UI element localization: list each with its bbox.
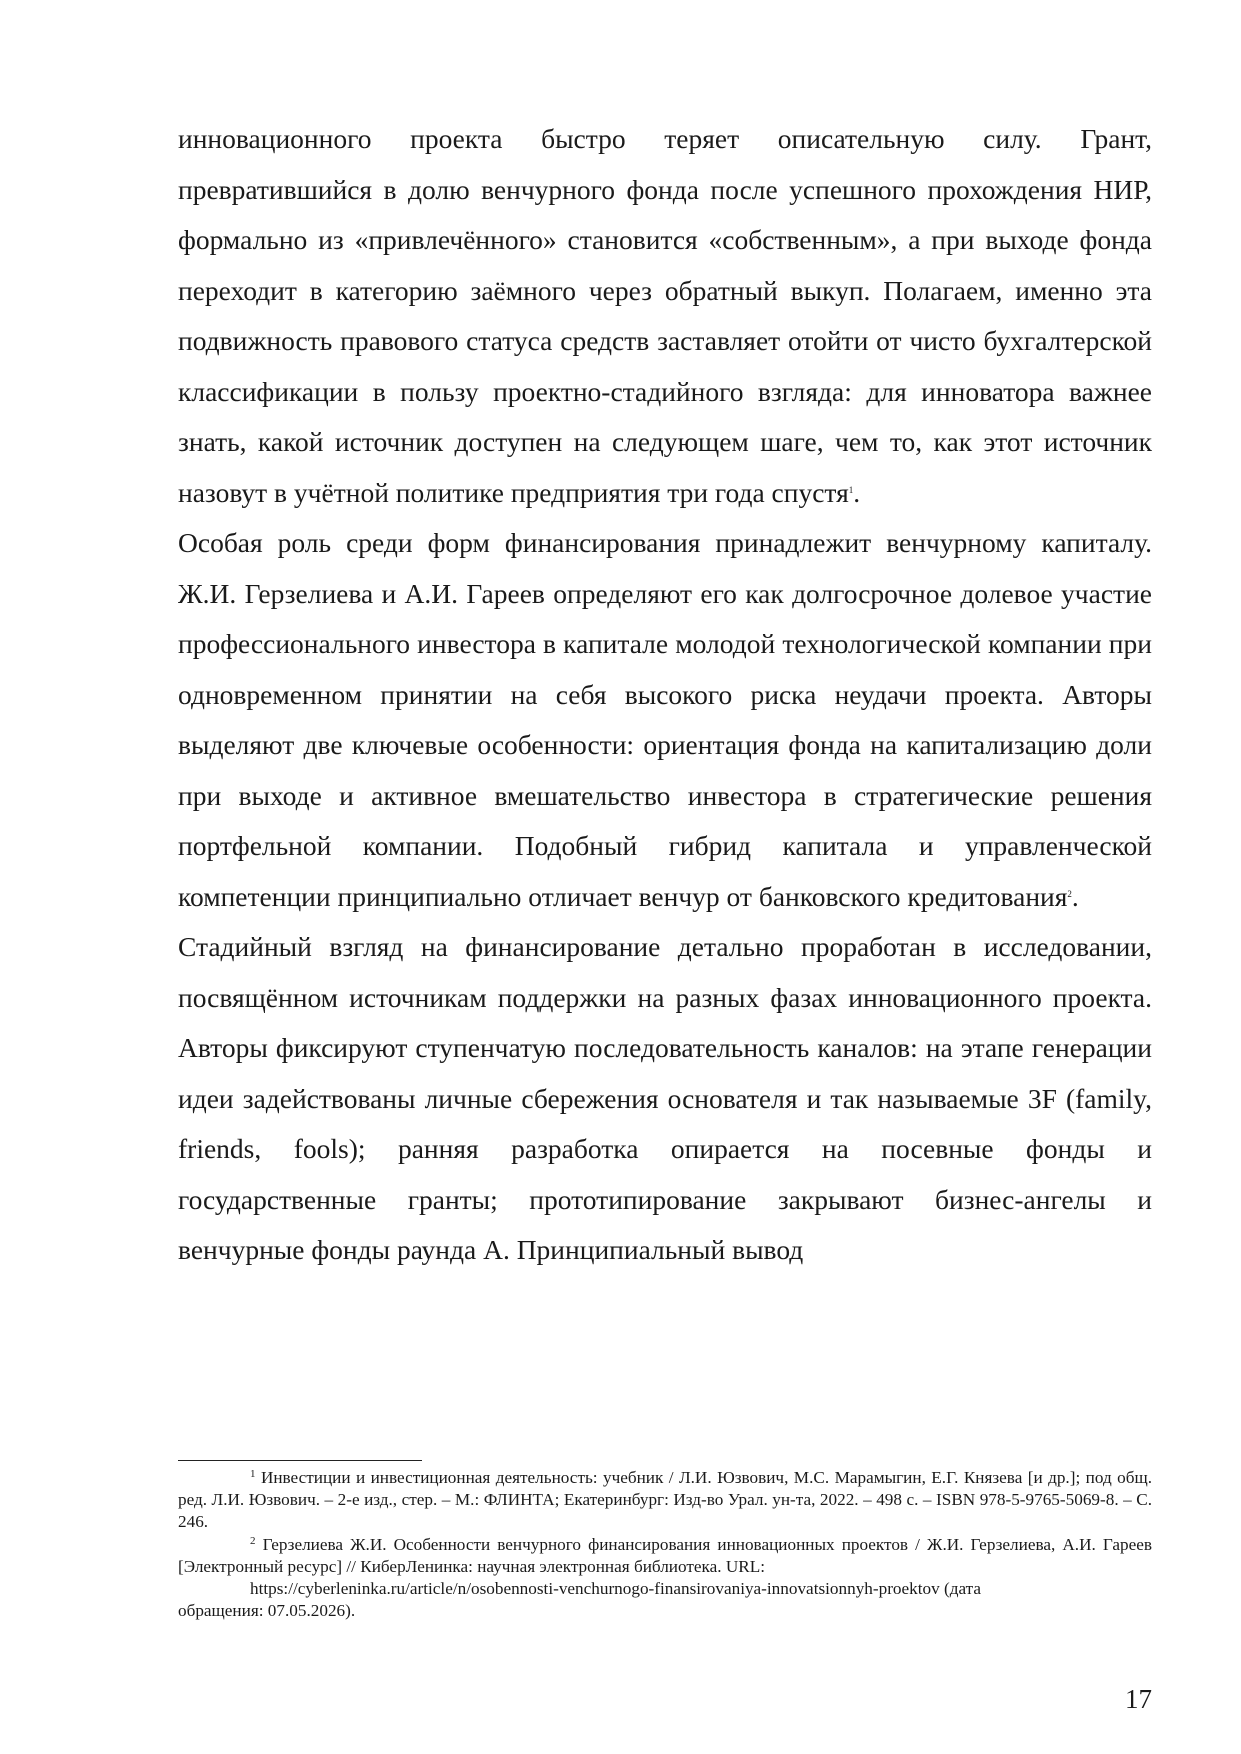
paragraph-1-end: . [853, 476, 861, 508]
footnote-1-text: Инвестиции и инвестиционная деятельность: учебник / Л.И. Юзвович, М.С. Марамыгин, Е.Г. Князева [и др.]; под общ. ред. Л.И. Юзвович. – 2-е изд., стер. – М.: ФЛИНТА; Екатеринбург: Изд-во Урал. ун-та, 2022. – 498 с. – ISBN 978-5-9765-5069-8. – С. 246. [178, 1468, 1152, 1532]
footnote-2-tail: обращения: 07.05.2026). [178, 1601, 356, 1621]
footnote-2 [178, 1534, 1152, 1578]
footnote-2-date-label: (дата [944, 1579, 982, 1599]
paragraph-2 [178, 518, 1152, 922]
paragraph-1 [178, 114, 1152, 518]
paragraph-3-text: Стадийный взгляд на финансирование детально проработан в исследовании, посвящённом источникам поддержки на разных фазах инновационного проекта. Авторы фиксируют ступенчатую последовательность каналов: на этапе генерации идеи задействованы личные сбережения основателя и так называемые 3F (family, friends, fools); ранняя разработка опирается на посевные фонды и государственные гранты; прототипирование закрывают бизнес-ангелы и венчурные фонды раунда А. Принципиальный вывод [178, 931, 1152, 1265]
footnote-1-number: 1 [250, 1468, 256, 1480]
footnote-2-url[interactable]: https://cyberleninka.ru/article/n/osobennosti-venchurnogo-finansirovaniya-innovatsionnyh-proektov [250, 1579, 940, 1599]
paragraph-1-text: инновационного проекта быстро теряет описательную силу. Грант, превратившийся в долю венчурного фонда после успешного прохождения НИР, формально из «привлечённого» становится «собственным», а при выходе фонда переходит в категорию заёмного через обратный выкуп. Полагаем, именно эта подвижность правового статуса средств заставляет отойти от чисто бухгалтерской классификации в пользу проектно-стадийного взгляда: для инноватора важнее знать, какой источник доступен на следующем шаге, чем то, как этот источник назовут в учётной политике предприятия три года спустя [178, 123, 1152, 508]
footnote-ref-1[interactable]: 1 [848, 484, 854, 495]
paragraph-3 [178, 922, 1152, 1276]
footnote-2-text: Герзелиева Ж.И. Особенности венчурного финансирования инновационных проектов / Ж.И. Герзелиева, А.И. Гареев [Электронный ресурс] // КиберЛенинка: научная электронная библиотека. URL: [178, 1534, 1152, 1576]
footnote-2-number: 2 [250, 1534, 256, 1547]
footnote-1 [178, 1467, 1152, 1534]
footnote-2-url-line [178, 1578, 1152, 1600]
body-text [178, 114, 1152, 1276]
paragraph-2-text: Особая роль среди форм финансирования принадлежит венчурному капиталу. Ж.И. Герзелиева и А.И. Гареев определяют его как долгосрочное долевое участие профессионального инвестора в капитале молодой технологической компании при одновременном принятии на себя высокого риска неудачи проекта. Авторы выделяют две ключевые особенности: ориентация фонда на капитализацию доли при выходе и активное вмешательство инвестора в стратегические решения портфельной компании. Подобный гибрид капитала и управленческой компетенции принципиально отличает венчур от банковского кредитования [178, 527, 1152, 912]
paragraph-2-end: . [1071, 880, 1079, 912]
page-number: 17 [1125, 1684, 1152, 1714]
footnotes [178, 1467, 1152, 1622]
footnote-separator [178, 1460, 422, 1461]
footnote-ref-2[interactable]: 2 [1067, 888, 1072, 899]
